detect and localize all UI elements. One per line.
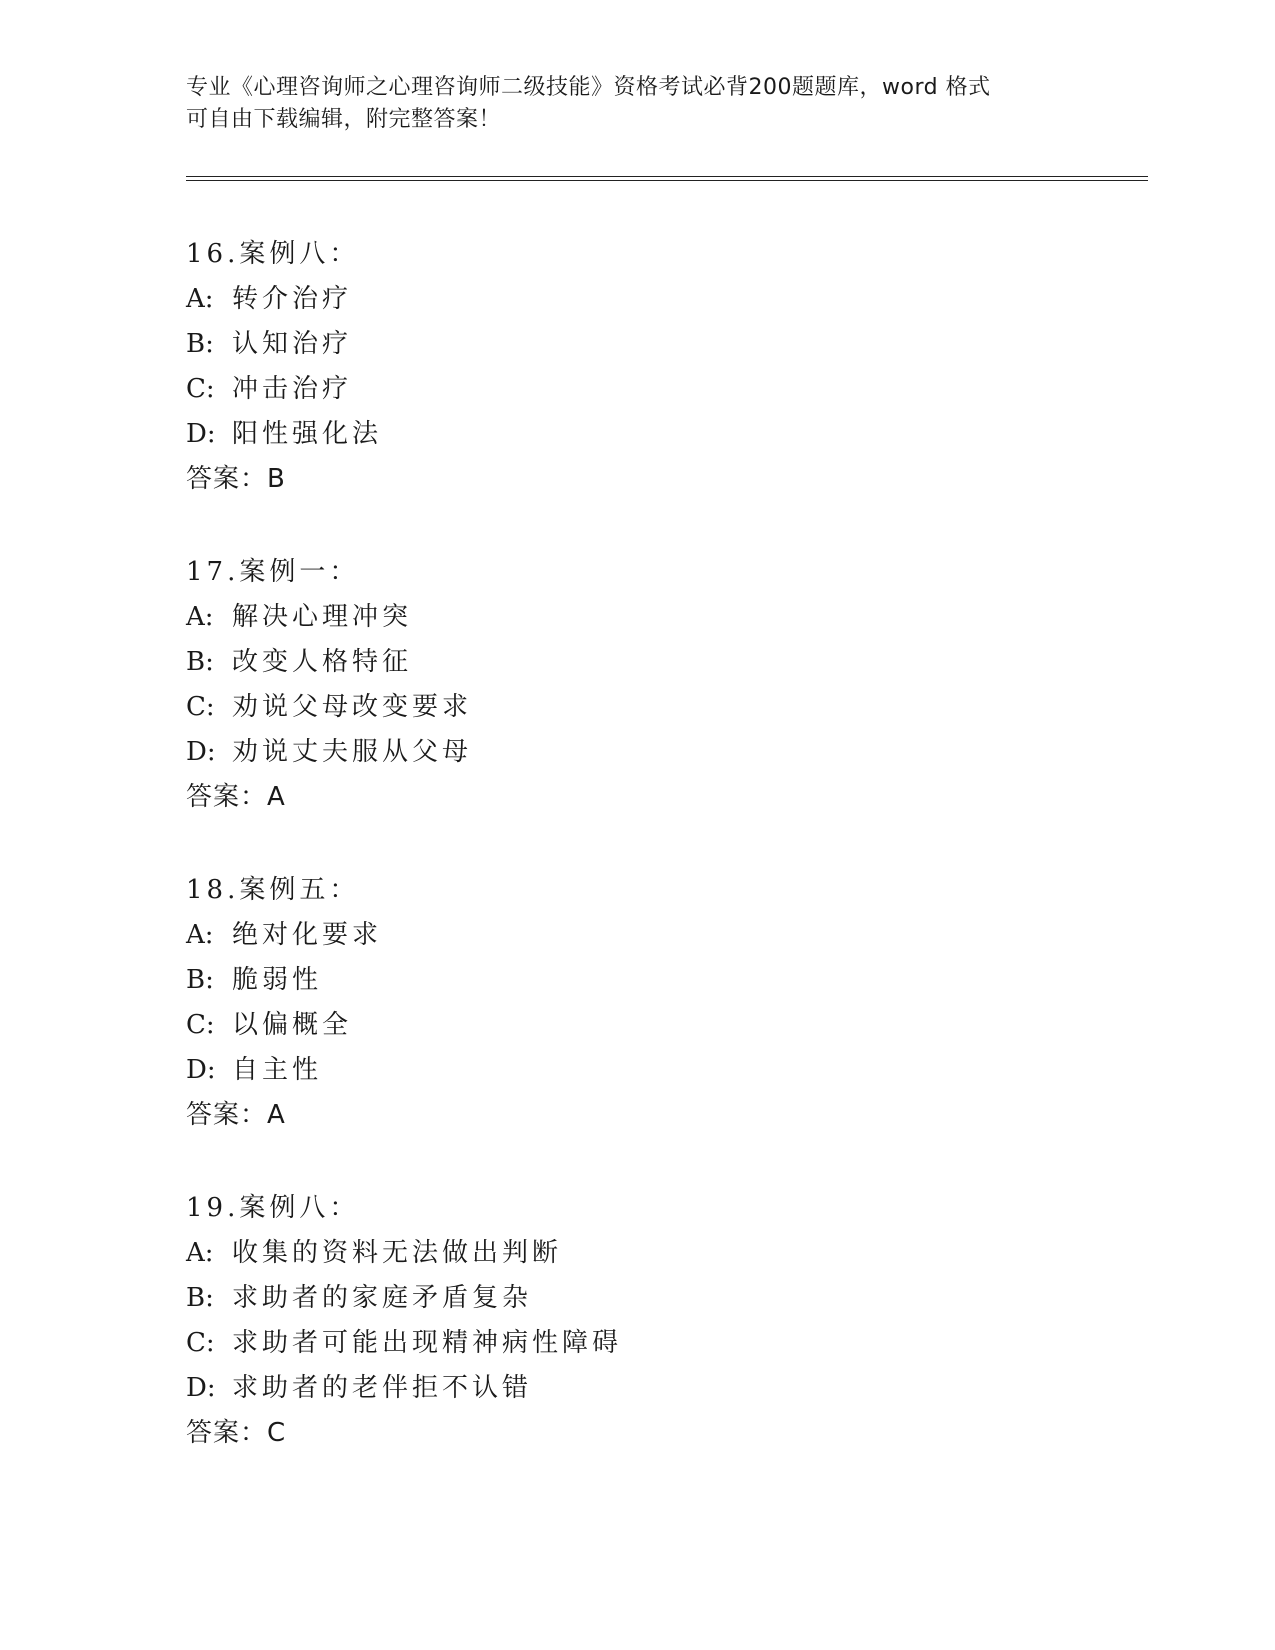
option-label: A: [186, 602, 214, 632]
option-label: D: [186, 1373, 216, 1403]
option-b [186, 1276, 1086, 1321]
option-label: B: [186, 329, 214, 359]
option-label: A: [186, 920, 214, 950]
option-text: 认知治疗 [232, 329, 353, 359]
question-16 [186, 232, 1086, 550]
option-label: A: [186, 1238, 214, 1268]
option-a [186, 1231, 1086, 1276]
option-label: B: [186, 965, 214, 995]
option-label: D: [186, 737, 216, 767]
option-label: A: [186, 284, 214, 314]
page-header [186, 72, 1086, 136]
option-label: C: [186, 692, 215, 722]
question-19 [186, 1186, 1086, 1504]
option-label: C: [186, 1010, 215, 1040]
answer-line: 答案：C [186, 1418, 287, 1448]
option-text: 阳性强化法 [232, 419, 383, 449]
question-17 [186, 550, 1086, 868]
option-label: B: [186, 647, 214, 677]
option-text: 改变人格特征 [232, 647, 413, 677]
option-label: D: [186, 419, 216, 449]
option-c [186, 367, 1086, 412]
option-c [186, 1003, 1086, 1048]
header-line-2: 可自由下载编辑，附完整答案！ [186, 107, 502, 132]
option-a [186, 913, 1086, 958]
option-label: D: [186, 1055, 216, 1085]
question-list [186, 232, 1086, 1504]
question-stem: 19.案例八： [186, 1193, 360, 1223]
question-stem: 16.案例八： [186, 239, 360, 269]
question-stem: 17.案例一： [186, 557, 360, 587]
option-text: 以偏概全 [232, 1010, 353, 1040]
option-b [186, 322, 1086, 367]
option-text: 转介治疗 [232, 284, 353, 314]
option-text: 自主性 [232, 1055, 323, 1085]
option-b [186, 640, 1086, 685]
answer-line: 答案：A [186, 1100, 286, 1130]
option-text: 冲击治疗 [232, 374, 353, 404]
option-label: B: [186, 1283, 214, 1313]
option-text: 劝说父母改变要求 [232, 692, 473, 722]
header-divider [186, 176, 1148, 181]
option-text: 求助者的家庭矛盾复杂 [232, 1283, 533, 1313]
option-text: 脆弱性 [232, 965, 323, 995]
option-label: C: [186, 1328, 215, 1358]
option-text: 解决心理冲突 [232, 602, 413, 632]
option-text: 求助者的老伴拒不认错 [232, 1373, 533, 1403]
option-text: 收集的资料无法做出判断 [232, 1238, 563, 1268]
option-label: C: [186, 374, 215, 404]
option-c [186, 685, 1086, 730]
answer-line: 答案：B [186, 464, 286, 494]
option-d [186, 1048, 1086, 1093]
option-d [186, 412, 1086, 457]
question-18 [186, 868, 1086, 1186]
option-text: 绝对化要求 [232, 920, 383, 950]
option-c [186, 1321, 1086, 1366]
option-text: 求助者可能出现精神病性障碍 [232, 1328, 623, 1358]
answer-line: 答案：A [186, 782, 286, 812]
option-d [186, 1366, 1086, 1411]
option-d [186, 730, 1086, 775]
option-a [186, 595, 1086, 640]
option-a [186, 277, 1086, 322]
question-stem: 18.案例五： [186, 875, 360, 905]
option-b [186, 958, 1086, 1003]
header-line-1: 专业《心理咨询师之心理咨询师二级技能》资格考试必背200题题库，word 格式 [186, 75, 991, 100]
option-text: 劝说丈夫服从父母 [232, 737, 473, 767]
